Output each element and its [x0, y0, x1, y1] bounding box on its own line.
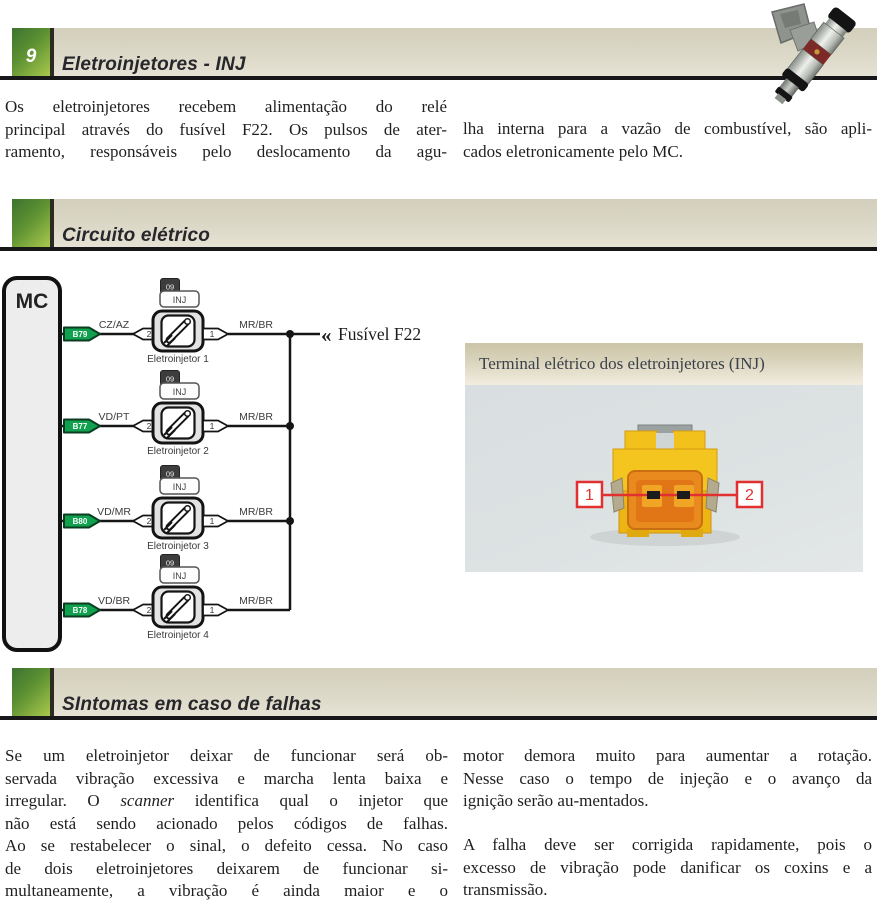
wire-in-label: VD/PT	[98, 411, 130, 423]
injector-row-1	[60, 279, 320, 366]
injector-row-4	[60, 555, 290, 642]
component-badge-number: 09	[165, 282, 175, 292]
pin1-number: 1	[209, 421, 215, 431]
pin1-number: 1	[209, 605, 215, 615]
pin2-number: 2	[146, 516, 152, 526]
circuit-section-rule	[0, 247, 877, 251]
chapter-number: 9	[25, 46, 37, 67]
wire-in-label: VD/MR	[97, 506, 131, 518]
callout-1	[577, 482, 602, 507]
fuse-arrow-icon: «	[321, 323, 332, 347]
callout-2	[737, 482, 762, 507]
connector-photo	[465, 385, 863, 572]
intro-paragraph-col2: lha interna para a vazão de combustível, são apli- cados eletronicamente pelo MC.	[463, 119, 872, 161]
circuit-divider-strip	[50, 199, 54, 247]
header-divider-strip	[50, 28, 54, 76]
inj-tag-label: INJ	[172, 571, 187, 581]
pin1-number: 1	[209, 329, 215, 339]
symptoms-section-rule	[0, 716, 877, 720]
inj-tag-label: INJ	[172, 387, 187, 397]
pin1-flag	[203, 605, 228, 616]
fuse-label: Fusível F22	[338, 324, 422, 344]
terminal-photo-area	[465, 385, 863, 572]
mc-pin-label: B80	[72, 517, 88, 526]
component-badge-number: 09	[165, 374, 175, 384]
fuel-injector-photo	[750, 0, 877, 112]
circuit-section-title: Circuito elétrico	[62, 225, 211, 246]
injector-name: Eletroinjetor 2	[147, 446, 209, 457]
injector-name: Eletroinjetor 1	[147, 354, 209, 365]
inj-tag-label: INJ	[172, 482, 187, 492]
terminal-panel	[465, 343, 863, 572]
electric-circuit-diagram	[0, 262, 460, 662]
symptoms-section-title: SIntomas em caso de falhas	[62, 694, 322, 715]
wire-out-label: MR/BR	[239, 506, 273, 518]
injector-row-3	[60, 466, 290, 553]
mc-label: MC	[15, 290, 49, 313]
component-badge-number: 09	[165, 469, 175, 479]
inj-tag-label: INJ	[172, 295, 187, 305]
symptoms-paragraph-col2a: motor demora muito para aumentar a rotação. Nesse caso o tempo de injeção e o avanço da ignição serão au-mentados.	[463, 746, 872, 810]
mc-module-box	[4, 278, 60, 650]
header-rule	[0, 76, 877, 80]
pin1-number: 1	[209, 516, 215, 526]
circuit-section-greenbox	[12, 199, 50, 247]
mc-pin-label: B78	[72, 606, 88, 615]
terminal-pin-1	[647, 491, 660, 499]
symptoms-paragraph-col1: Se um eletroinjetor deixar de funcionar será ob- servada vibração excessiva e marcha lenta baixa e irregular. O scanner identifica qual o injetor que não está sendo acionado pelos códigos de falhas. Ao se restabelecer o sinal, o defeito cessa. No caso de dois eletroinjetores deixarem de funcionar si- multaneamente, a vibração é ainda maior e o	[5, 746, 448, 900]
component-badge-number: 09	[165, 558, 175, 568]
symptoms-paragraph-col2b: A falha deve ser corrigida rapidamente, pois o excesso de vibração pode danificar os coxins e a transmissão.	[463, 835, 872, 899]
intro-paragraph-col1: Os eletroinjetores recebem alimentação do relé principal através do fusível F22. Os pulsos de ater- ramento, responsáveis pelo deslocamento da agu-	[5, 97, 447, 161]
pin2-number: 2	[146, 421, 152, 431]
mc-pin-label: B77	[72, 422, 88, 431]
symptoms-divider-strip	[50, 668, 54, 716]
page-title: Eletroinjetores - INJ	[62, 54, 246, 75]
injector-row-2	[60, 371, 290, 458]
wire-out-label: MR/BR	[239, 595, 273, 607]
pin2-number: 2	[146, 605, 152, 615]
wire-in-label: CZ/AZ	[98, 319, 130, 331]
terminal-pin-2	[677, 491, 690, 499]
symptoms-section-greenbox	[12, 668, 50, 716]
callout-1-number: 1	[585, 487, 594, 504]
callout-2-number: 2	[745, 487, 754, 504]
connector-body	[611, 425, 719, 537]
wire-in-label: VD/BR	[97, 595, 131, 607]
pin1-flag	[203, 421, 228, 432]
pin1-flag	[203, 516, 228, 527]
mc-pin-label: B79	[72, 330, 88, 339]
pin1-flag	[203, 329, 228, 340]
chapter-number-box	[12, 28, 50, 76]
injector-name: Eletroinjetor 4	[147, 630, 209, 641]
pin2-number: 2	[146, 329, 152, 339]
wire-out-label: MR/BR	[239, 411, 273, 423]
terminal-panel-title: Terminal elétrico dos eletroinjetores (INJ)	[465, 343, 863, 385]
wire-out-label: MR/BR	[239, 319, 273, 331]
injector-name: Eletroinjetor 3	[147, 541, 209, 552]
